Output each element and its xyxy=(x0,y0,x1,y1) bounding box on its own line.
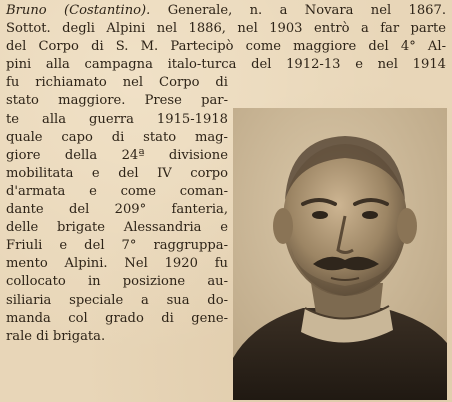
text-line: fu richiamato nel Corpo di xyxy=(6,75,228,91)
portrait-image xyxy=(233,108,447,400)
text-line: pini alla campagna italo-turca del 1912-13 e nel 1914 xyxy=(6,57,446,73)
text-line: mento Alpini. Nel 1920 fu xyxy=(6,256,228,272)
entry-text: Generale, n. a Novara nel 1867. xyxy=(150,3,446,18)
text-line: collocato in posizione au- xyxy=(6,274,228,290)
text-line: delle brigate Alessandria e xyxy=(6,220,228,236)
text-line: del Corpo di S. M. Partecipò come maggiore del 4° Al- xyxy=(6,39,446,55)
text-line: dante del 209° fanteria, xyxy=(6,202,228,218)
text-line: te alla guerra 1915-1918 xyxy=(6,111,228,127)
text-line: d'armata e come coman- xyxy=(6,183,228,199)
text-line: manda col grado di gene- xyxy=(6,310,228,326)
text-line: stato maggiore. Prese par- xyxy=(6,93,228,109)
text-line: Sottot. degli Alpini nel 1886, nel 1903 entrò a far parte xyxy=(6,21,446,37)
text-line: mobilitata e del IV corpo xyxy=(6,165,228,181)
portrait-photo xyxy=(233,108,447,400)
text-line: quale capo di stato mag- xyxy=(6,129,228,145)
text-line: Friuli e del 7° raggruppa- xyxy=(6,238,228,254)
text-line xyxy=(6,2,446,20)
text-line: rale di brigata. xyxy=(6,328,106,344)
entry-name: Bruno xyxy=(6,3,47,18)
text-line: siliaria speciale a sua do- xyxy=(6,292,228,308)
entry-given-name: (Costantino). xyxy=(64,3,151,18)
text-line: giore della 24ª divisione xyxy=(6,147,228,163)
